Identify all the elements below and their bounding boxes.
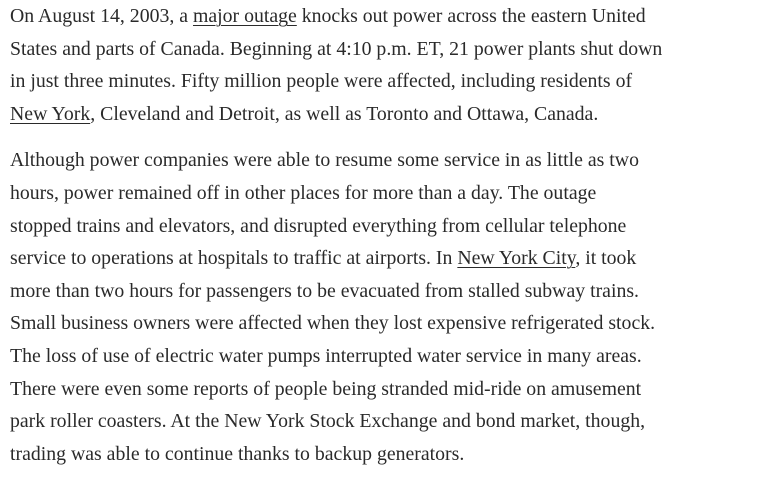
text-line (10, 144, 772, 177)
text-line (10, 340, 772, 373)
text-segment: The loss of use of electric water pumps interrupted water service in many areas. (10, 344, 642, 367)
text-line (10, 307, 772, 340)
text-segment: , it took (575, 247, 637, 270)
text-line (10, 438, 772, 471)
text-line (10, 373, 772, 406)
article-paragraph (10, 0, 772, 130)
text-line (10, 210, 772, 243)
text-segment: hours, power remained off in other places for more than a day. The outage (10, 181, 597, 204)
text-segment: park roller coasters. At the New York Stock Exchange and bond market, though, (10, 410, 646, 433)
text-line (10, 242, 772, 275)
text-line (10, 0, 772, 33)
text-segment: more than two hours for passengers to be evacuated from stalled subway trains. (10, 279, 639, 302)
text-segment: Although power companies were able to resume some service in as little as two (10, 149, 639, 172)
new-york-city-link[interactable]: New York City (457, 247, 576, 270)
article-paragraph (10, 144, 772, 470)
text-segment: in just three minutes. Fifty million people were affected, including residents of (10, 70, 633, 93)
text-segment: service to operations at hospitals to traffic at airports. In (10, 247, 458, 270)
major-outage-link[interactable]: major outage (192, 5, 297, 27)
text-segment: knocks out power across the eastern United (296, 5, 646, 27)
text-line (10, 98, 772, 131)
text-segment: trading was able to continue thanks to backup generators. (10, 442, 465, 465)
text-line (10, 405, 772, 438)
text-segment: On August 14, 2003, a (10, 5, 193, 27)
text-segment: stopped trains and elevators, and disrupted everything from cellular telephone (10, 214, 627, 237)
text-line (10, 177, 772, 210)
text-segment: There were even some reports of people being stranded mid-ride on amusement (10, 377, 642, 400)
article-body (10, 0, 772, 470)
text-line (10, 33, 772, 66)
text-segment: Small business owners were affected when they lost expensive refrigerated stock. (10, 312, 656, 335)
text-line (10, 275, 772, 308)
text-line (10, 65, 772, 98)
text-segment: , Cleveland and Detroit, as well as Toronto and Ottawa, Canada. (90, 102, 599, 125)
new-york-link[interactable]: New York (10, 102, 91, 125)
text-segment: States and parts of Canada. Beginning at 4:10 p.m. ET, 21 power plants shut down (10, 37, 663, 60)
